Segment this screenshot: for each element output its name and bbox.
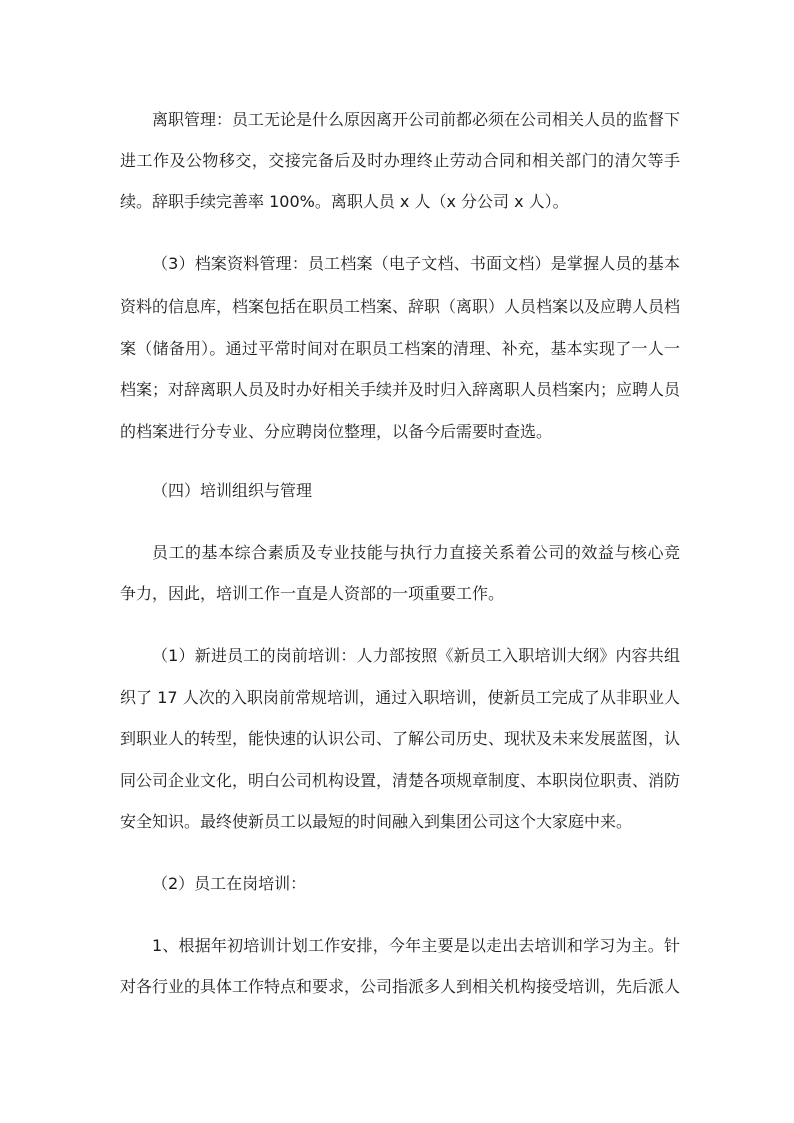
text-line: 织了 17 人次的入职岗前常规培训，通过入职培训，使新员工完成了从非职业人 (120, 688, 680, 707)
text-line: 员工的基本综合素质及专业技能与执行力直接关系着公司的效益与核心竞 (152, 543, 680, 562)
text-line: 安全知识。最终使新员工以最短的时间融入到集团公司这个大家庭中来。 (120, 812, 633, 831)
text-line: 档案；对辞离职人员及时办好相关手续并及时归入辞离职人员档案内；应聘人员 (120, 380, 680, 399)
text-line: 的档案进行分专业、分应聘岗位整理，以备今后需要时查选。 (120, 422, 553, 441)
text-line: 案（储备用）。通过平常时间对在职员工档案的清理、补充，基本实现了一人一 (120, 339, 680, 358)
sub-heading: （2）员工在岗培训： (152, 874, 307, 893)
text-line: 续。辞职手续完善率 100%。离职人员 x 人（x 分公司 x 人）。 (120, 192, 569, 211)
text-line: 进工作及公物移交，交接完备后及时办理终止劳动合同和相关部门的清欠等手 (120, 151, 680, 170)
text-line: 对各行业的具体工作特点和要求，公司指派多人到相关机构接受培训，先后派人 (120, 977, 680, 996)
section-heading: （四）培训组织与管理 (152, 481, 313, 500)
text-line: （1）新进员工的岗前培训：人力部按照《新员工入职培训大纲》内容共组 (152, 646, 680, 665)
text-line: 争力，因此，培训工作一直是人资部的一项重要工作。 (120, 584, 505, 603)
text-line: 离职管理：员工无论是什么原因离开公司前都必须在公司相关人员的监督下 (152, 110, 680, 129)
text-line: 资料的信息库，档案包括在职员工档案、辞职（离职）人员档案以及应聘人员档 (120, 297, 680, 316)
text-line: 同公司企业文化，明白公司机构设置，清楚各项规章制度、本职岗位职责、消防 (120, 771, 680, 790)
text-line: 到职业人的转型，能快速的认识公司、了解公司历史、现状及未来发展蓝图，认 (120, 729, 680, 748)
text-line: （3）档案资料管理：员工档案（电子文档、书面文档）是掌握人员的基本 (152, 254, 680, 273)
text-line: 1、根据年初培训计划工作安排，今年主要是以走出去培训和学习为主。针 (152, 936, 680, 955)
